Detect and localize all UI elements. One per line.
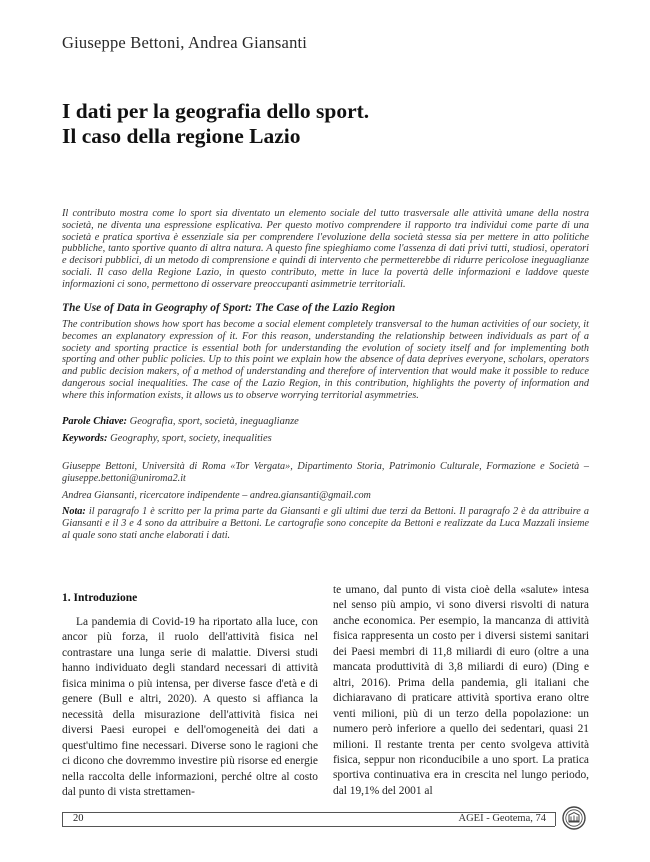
title-line-1: I dati per la geografia dello sport.: [62, 99, 370, 123]
keywords-italian-label: Parole Chiave:: [62, 416, 128, 427]
footer-divider-left: [62, 812, 63, 826]
footer-divider-right: [555, 812, 556, 826]
title-line-2: Il caso della regione Lazio: [62, 124, 301, 148]
header-authors: Giuseppe Bettoni, Andrea Giansanti: [62, 33, 308, 52]
keywords-italian-value: Geografia, sport, società, ineguaglianze: [127, 416, 299, 427]
authorship-note: [62, 506, 589, 541]
body-column-left: [62, 615, 318, 800]
keywords-english-label: Keywords:: [62, 433, 108, 444]
body-column-right: [333, 583, 589, 799]
page-number: 20: [73, 813, 84, 824]
abstract-italian: Il contributo mostra come lo sport sia diventato un elemento sociale del tutto trasversale alle attività umane della nostra società, ne diventa una espressione esplicativa. Per questo motivo comprendere il rapporto tra individui come parte di una società e pratica sportiva è essenziale sia per comprendere l'evoluzione della società stessa sia per mettere in atto politiche pubbliche, tanto sportive quanto di altra natura. A questo fine spieghiamo come l'assenza di dati privi tutti, studiosi, operatori e decisori pubblici, di un metodo di comprensione e quindi di intervento che permetterebbe di ridurre pericolose ineguaglianze sociali. Il caso della Regione Lazio, in questo contributo, mette in luce la povertà delle informazioni e laddove queste informazioni ci sono, permettono di osservare preoccupanti asimmetrie territoriali.: [62, 208, 589, 290]
keywords-italian: [62, 416, 589, 427]
footer-rule-bottom: [62, 826, 555, 827]
journal-name: AGEI - Geotema, 74: [458, 813, 546, 824]
english-title: The Use of Data in Geography of Sport: The Case of the Lazio Region: [62, 302, 396, 314]
agei-seal-logo-icon: [562, 806, 586, 830]
section-heading: 1. Introduzione: [62, 592, 138, 604]
keywords-english: [62, 433, 589, 444]
article-title: [62, 99, 602, 149]
abstract-english: The contribution shows how sport has become a social element completely transversal to the human activities of our society, it becomes an explanatory expression of it. For this reason, understanding the relationship between individuals as part of a society and sporting practice is essential both for understanding the evolution of society itself and for implementing both sporting and other public policies. Up to this point we explain how the absence of data deprives everyone, scholars, operators and public decision makers, of a method of understanding and therefore of intervention that would make it possible to reduce dangerous social inequalities. The case of the Lazio Region, in this contribution, highlights the poverty of information and where this information exists, it allows us to observe worrying territorial asymmetries.: [62, 319, 589, 401]
body-paragraph-right: te umano, dal punto di vista cioè della «salute» intesa nel senso più ampio, vi sono diversi risvolti di natura anche economica. Per esempio, la mancanza di attività fisica rappresenta un costo per i diversi sistemi sanitari dei Paesi membri di 11,8 miliardi di euro (oltre a una mancata produttività di 3,8 miliardi di euro) (Ding e altri, 2016). Prima della pandemia, gli italiani che dichiaravano di praticare attività sportiva erano oltre venti milioni, più di un terzo della popolazione: un numero però inferiore a quello dei sedentari, quasi 21 milioni. Il restante trenta per cento svolgeva attività fisica, seppur non riconducibile a uno sport. La pratica sportiva continuativa era in crescita nel lungo periodo, dal 19,1% del 2001 al: [333, 584, 589, 797]
affiliation-bettoni: Giuseppe Bettoni, Università di Roma «Tor Vergata», Dipartimento Storia, Patrimonio Culturale, Formazione e Società – giuseppe.bettoni@uniroma2.it: [62, 461, 589, 484]
note-text: il paragrafo 1 è scritto per la prima parte da Giansanti e gli ultimi due terzi da Bettoni. Il paragrafo 2 è da attribuire a Giansanti e il 3 e 4 sono da attribuire a Bettoni. Le cartografie sono concepite da Bettoni e realizzate da Luca Mazzali insieme al quale sono stati anche elaborati i dati.: [62, 506, 589, 541]
affiliation-giansanti: Andrea Giansanti, ricercatore indipendente – andrea.giansanti@gmail.com: [62, 490, 371, 501]
keywords-english-value: Geography, sport, society, inequalities: [107, 433, 272, 444]
note-label: Nota:: [62, 506, 86, 517]
body-paragraph-left: La pandemia di Covid-19 ha riportato alla luce, con ancor più forza, il ruolo dell'attività fisica nel contrastare una lunga serie di malattie. Diversi studi hanno individuato degli standard necessari di attività fisica minima o più intensa, per diverse fasce d'età e di genere (Bull e altri, 2020). A questo si affianca la necessità della misurazione dell'attività fisica nei diversi Paesi europei e dell'omogeneità dei dati a quest'ultimo fine necessari. Diverse sono le ragioni che ci dicono che dovremmo investire più risorse ed energie nella raccolta delle informazioni, perché oltre al costo dal punto di vista strettamen-: [62, 616, 318, 798]
